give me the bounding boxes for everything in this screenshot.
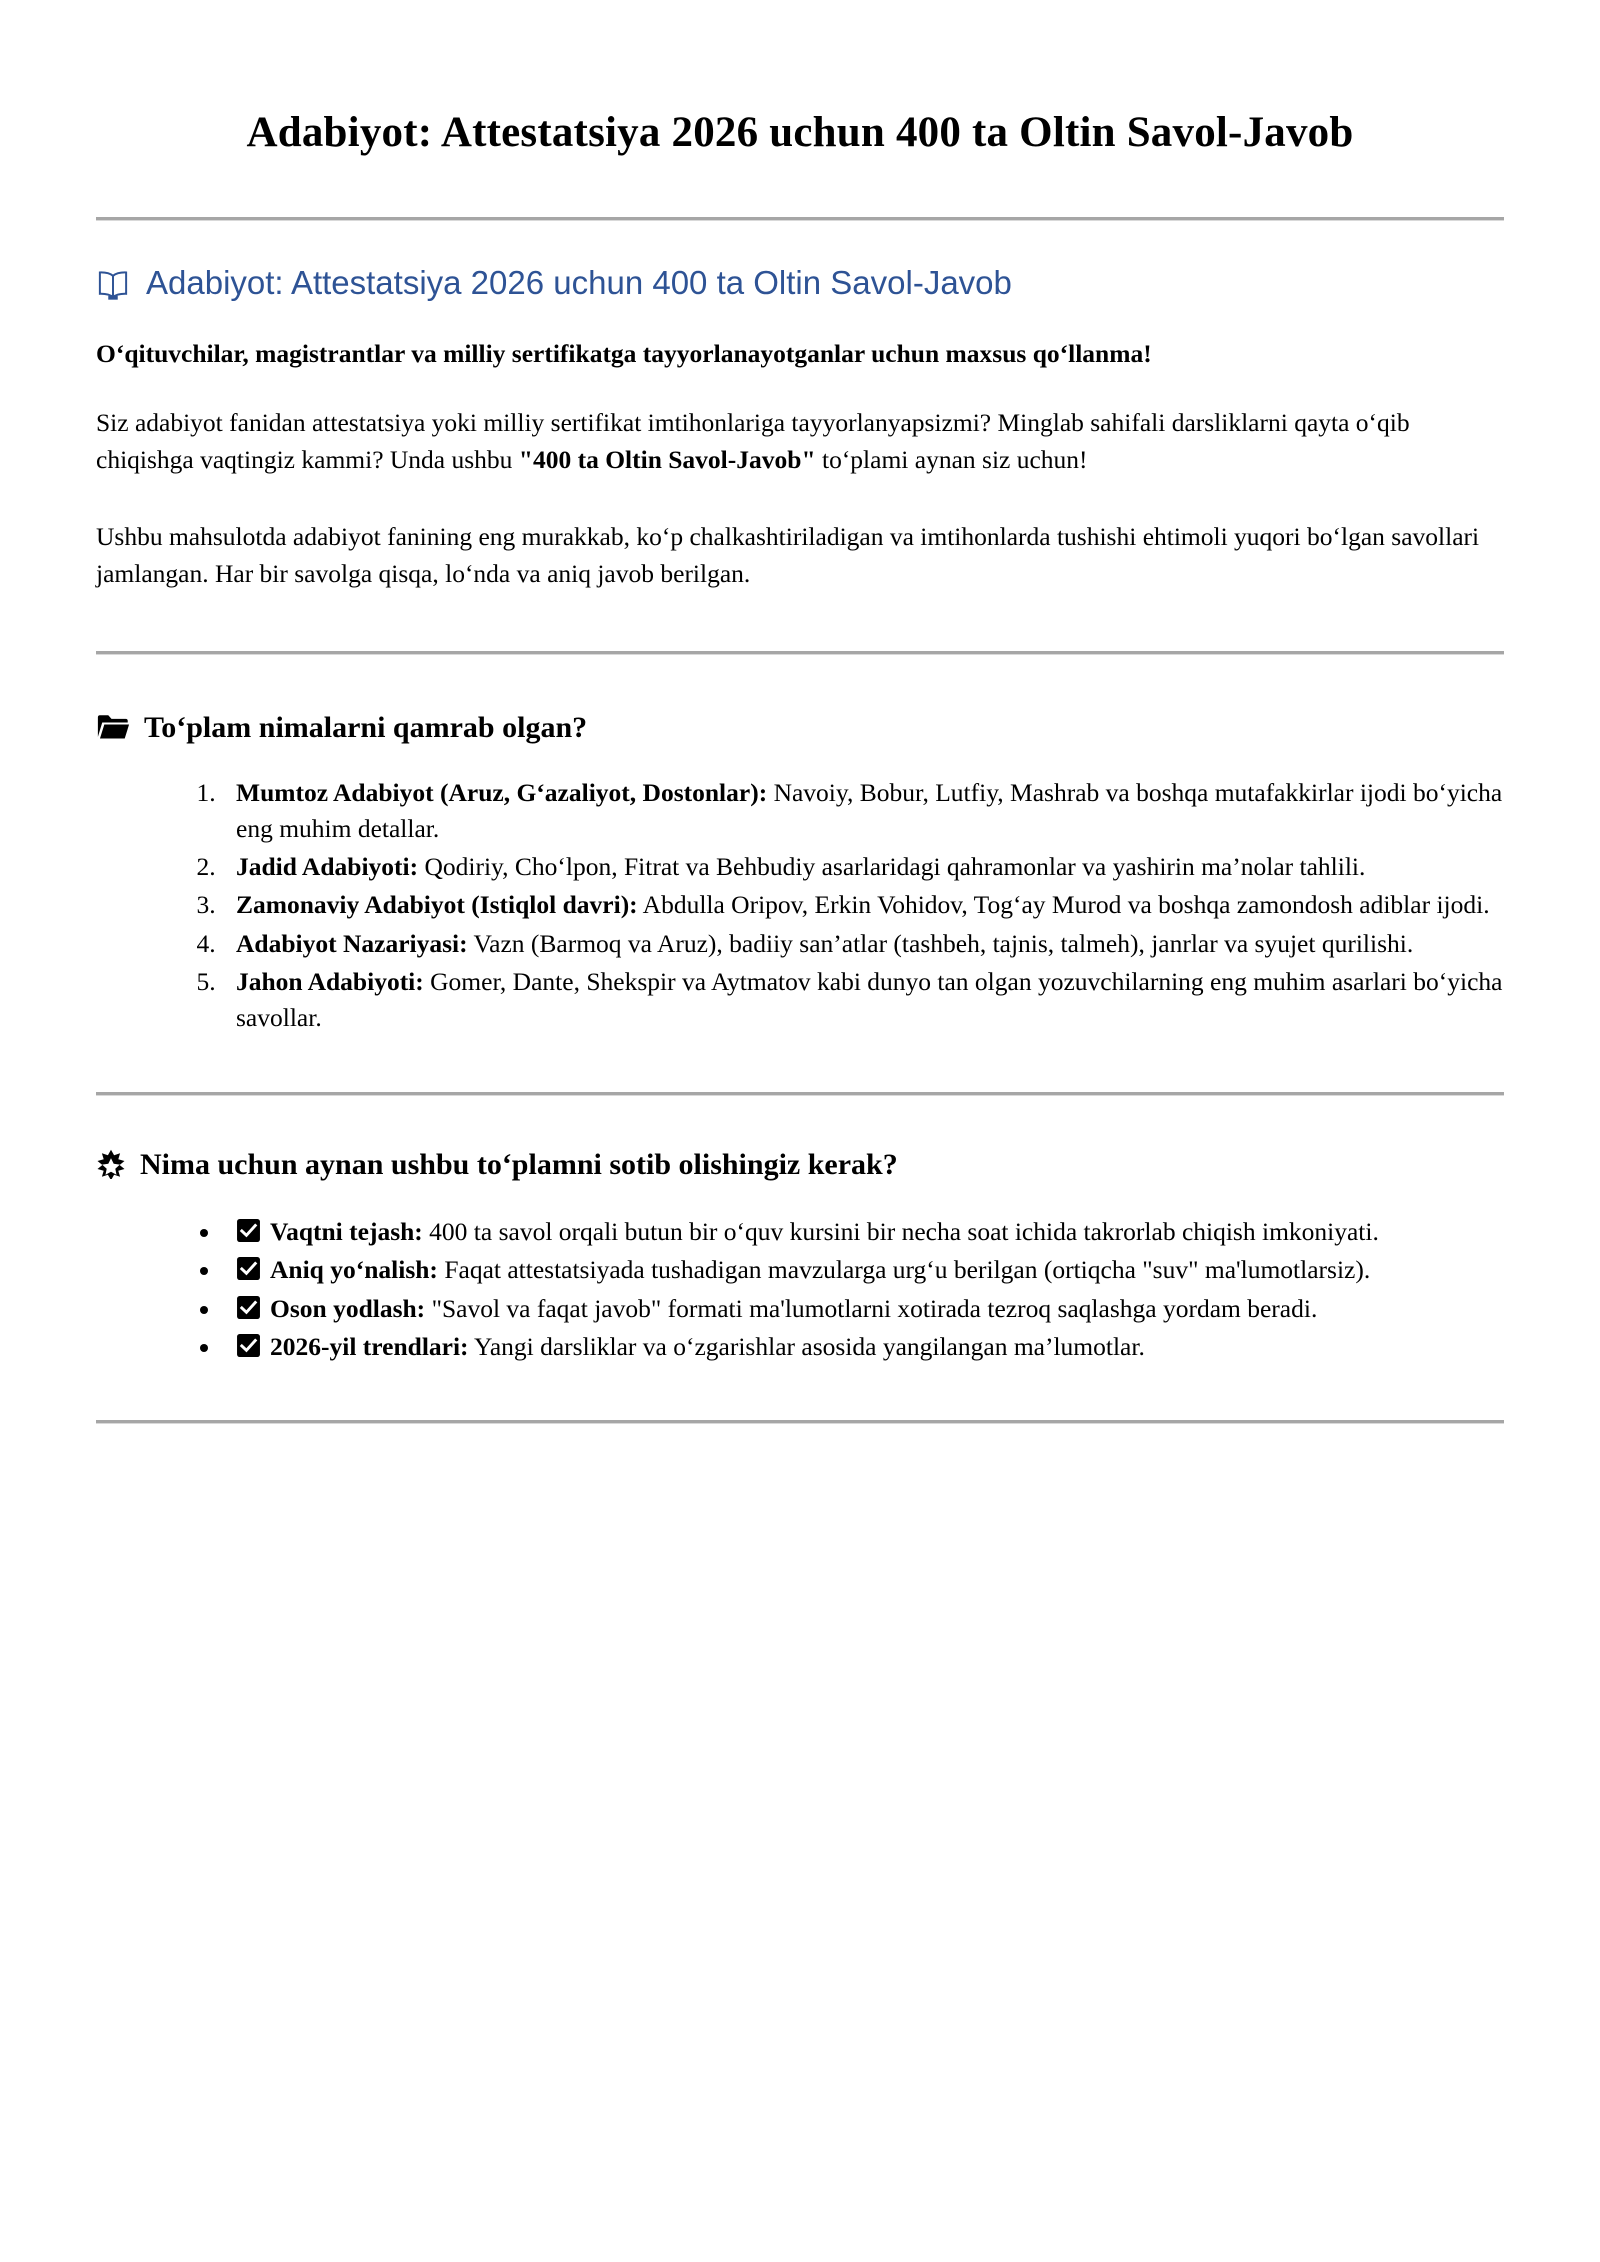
list-item-text: "Savol va faqat javob" formati ma'lumotlarni xotirada tezroq saqlashga yordam beradi.	[425, 1293, 1318, 1323]
list-item-bold: Vaqtni tejash:	[270, 1217, 423, 1247]
list-item-text: Qodiriy, Cho‘lpon, Fitrat va Behbudiy asarlaridagi qahramonlar va yashirin ma’nolar tahlili.	[418, 852, 1366, 882]
list-item-text: Gomer, Dante, Shekspir va Aytmatov kabi dunyo tan olgan yozuvchilarning eng muhim asarlari bo‘yicha savollar.	[236, 966, 1503, 1032]
check-box-icon	[236, 1332, 261, 1357]
list-item	[222, 887, 1504, 923]
list-item	[222, 1291, 1504, 1327]
list-item	[222, 849, 1504, 885]
intro-paragraph	[96, 405, 1504, 479]
section-benefits	[0, 1145, 1600, 1365]
list-item-text: 400 ta savol orqali butun bir o‘quv kursini bir necha soat ichida takrorlab chiqish imkoniyati.	[422, 1217, 1379, 1247]
open-book-icon	[96, 268, 130, 298]
check-box-icon	[236, 1294, 261, 1319]
divider-top	[96, 217, 1504, 220]
sparkle-icon	[96, 1149, 126, 1179]
divider-after-intro	[96, 651, 1504, 654]
section-heading-main-label: Adabiyot: Attestatsiya 2026 uchun 400 ta Oltin Savol-Javob	[146, 263, 1012, 301]
intro-part1: Siz adabiyot fanidan attestatsiya yoki milliy sertifikat imtihonlariga tayyorlanyapsizmi? Minglab sahifali darsliklarni qayta o‘qib chiqishga vaqtingiz kammi? Unda ushbu	[96, 407, 1410, 474]
intro-bold: "400 ta Oltin Savol-Javob"	[518, 444, 816, 474]
section-heading-coverage-label: To‘plam nimalarni qamrab olgan?	[144, 710, 588, 744]
description-paragraph: Ushbu mahsulotda adabiyot fanining eng murakkab, ko‘p chalkashtiriladigan va imtihonlarda tushishi ehtimoli yuqori bo‘lgan savollari jamlangan. Har bir savolga qisqa, lo‘nda va aniq javob berilgan.	[96, 521, 1480, 588]
intro-part2: to‘plami aynan siz uchun!	[815, 444, 1088, 474]
folder-icon	[96, 712, 130, 742]
list-item	[222, 1252, 1504, 1288]
section-heading-coverage	[96, 708, 1504, 747]
list-item-text: Vazn (Barmoq va Aruz), badiiy san’atlar (tashbeh, tajnis, talmeh), janrlar va syujet qurilishi.	[467, 928, 1414, 958]
section-heading-benefits	[96, 1145, 1504, 1184]
divider-after-coverage	[96, 1092, 1504, 1095]
check-box-icon	[236, 1255, 261, 1280]
list-item-text: Abdulla Oripov, Erkin Vohidov, Tog‘ay Murod va boshqa zamondosh adiblar ijodi.	[637, 890, 1490, 920]
list-item-bold: Zamonaviy Adabiyot (Istiqlol davri):	[236, 890, 638, 920]
list-item	[222, 1214, 1504, 1250]
document-body	[0, 262, 1600, 593]
list-item-bold: Jadid Adabiyoti:	[236, 852, 419, 882]
section-heading-benefits-label: Nima uchun aynan ushbu to‘plamni sotib olishingiz kerak?	[140, 1148, 898, 1182]
list-item	[222, 775, 1504, 847]
list-item	[222, 1329, 1504, 1365]
divider-bottom	[96, 1420, 1504, 1423]
list-item-bold: 2026-yil trendlari:	[270, 1331, 469, 1361]
list-item-text: Navoiy, Bobur, Lutfiy, Mashrab va boshqa mutafakkirlar ijodi bo‘yicha eng muhim detallar.	[236, 777, 1503, 843]
list-item-bold: Adabiyot Nazariyasi:	[236, 928, 468, 958]
list-item-bold: Mumtoz Adabiyot (Aruz, G‘azaliyot, Dostonlar):	[236, 777, 768, 807]
list-item	[222, 926, 1504, 962]
page-title: Adabiyot: Attestatsiya 2026 uchun 400 ta Oltin Savol-Javob	[246, 109, 1354, 156]
lead-paragraph: O‘qituvchilar, magistrantlar va milliy sertifikatga tayyorlanayotganlar uchun maxsus qo‘llanma!	[96, 338, 1152, 368]
check-box-icon	[236, 1217, 261, 1242]
list-item-bold: Aniq yo‘nalish:	[270, 1255, 438, 1285]
list-item-text: Yangi darsliklar va o‘zgarishlar asosida yangilangan ma’lumotlar.	[468, 1331, 1145, 1361]
section-heading-main	[96, 262, 1504, 303]
list-item-bold: Oson yodlash:	[270, 1293, 426, 1323]
benefits-list	[96, 1214, 1504, 1365]
list-item-bold: Jahon Adabiyoti:	[236, 966, 424, 996]
list-item-text: Faqat attestatsiyada tushadigan mavzularga urg‘u berilgan (ortiqcha "suv" ma'lumotlarsiz).	[437, 1255, 1371, 1285]
section-coverage	[0, 708, 1600, 1036]
list-item	[222, 964, 1504, 1036]
coverage-list	[96, 775, 1504, 1036]
